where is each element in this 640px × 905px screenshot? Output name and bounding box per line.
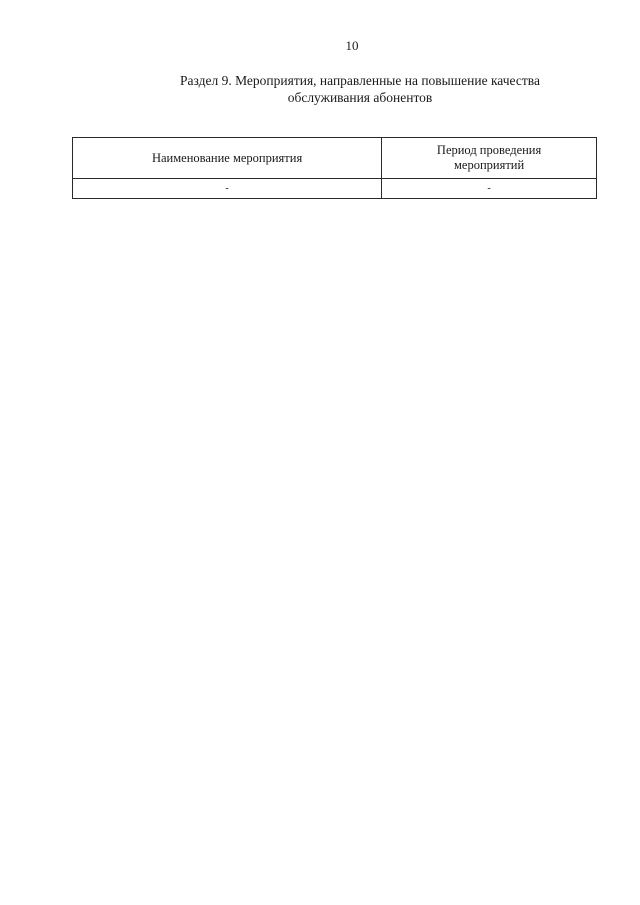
header-measure-period	[382, 138, 597, 179]
cell-measure-period: -	[382, 179, 597, 199]
measures-table	[72, 137, 597, 199]
section-title-line-2: обслуживания абонентов	[287, 90, 433, 105]
header-measure-name: Наименование мероприятия	[73, 138, 382, 179]
section-title-line-1: Раздел 9. Мероприятия, направленные на повышение качества	[180, 73, 540, 88]
cell-measure-name: -	[73, 179, 382, 199]
page-number: 10	[345, 38, 359, 53]
table-header-row	[73, 138, 597, 179]
header-period-line-2: мероприятий	[454, 158, 525, 172]
section-title	[120, 72, 600, 106]
header-period-line-1: Период проведения	[436, 143, 542, 157]
table-row	[73, 179, 597, 199]
